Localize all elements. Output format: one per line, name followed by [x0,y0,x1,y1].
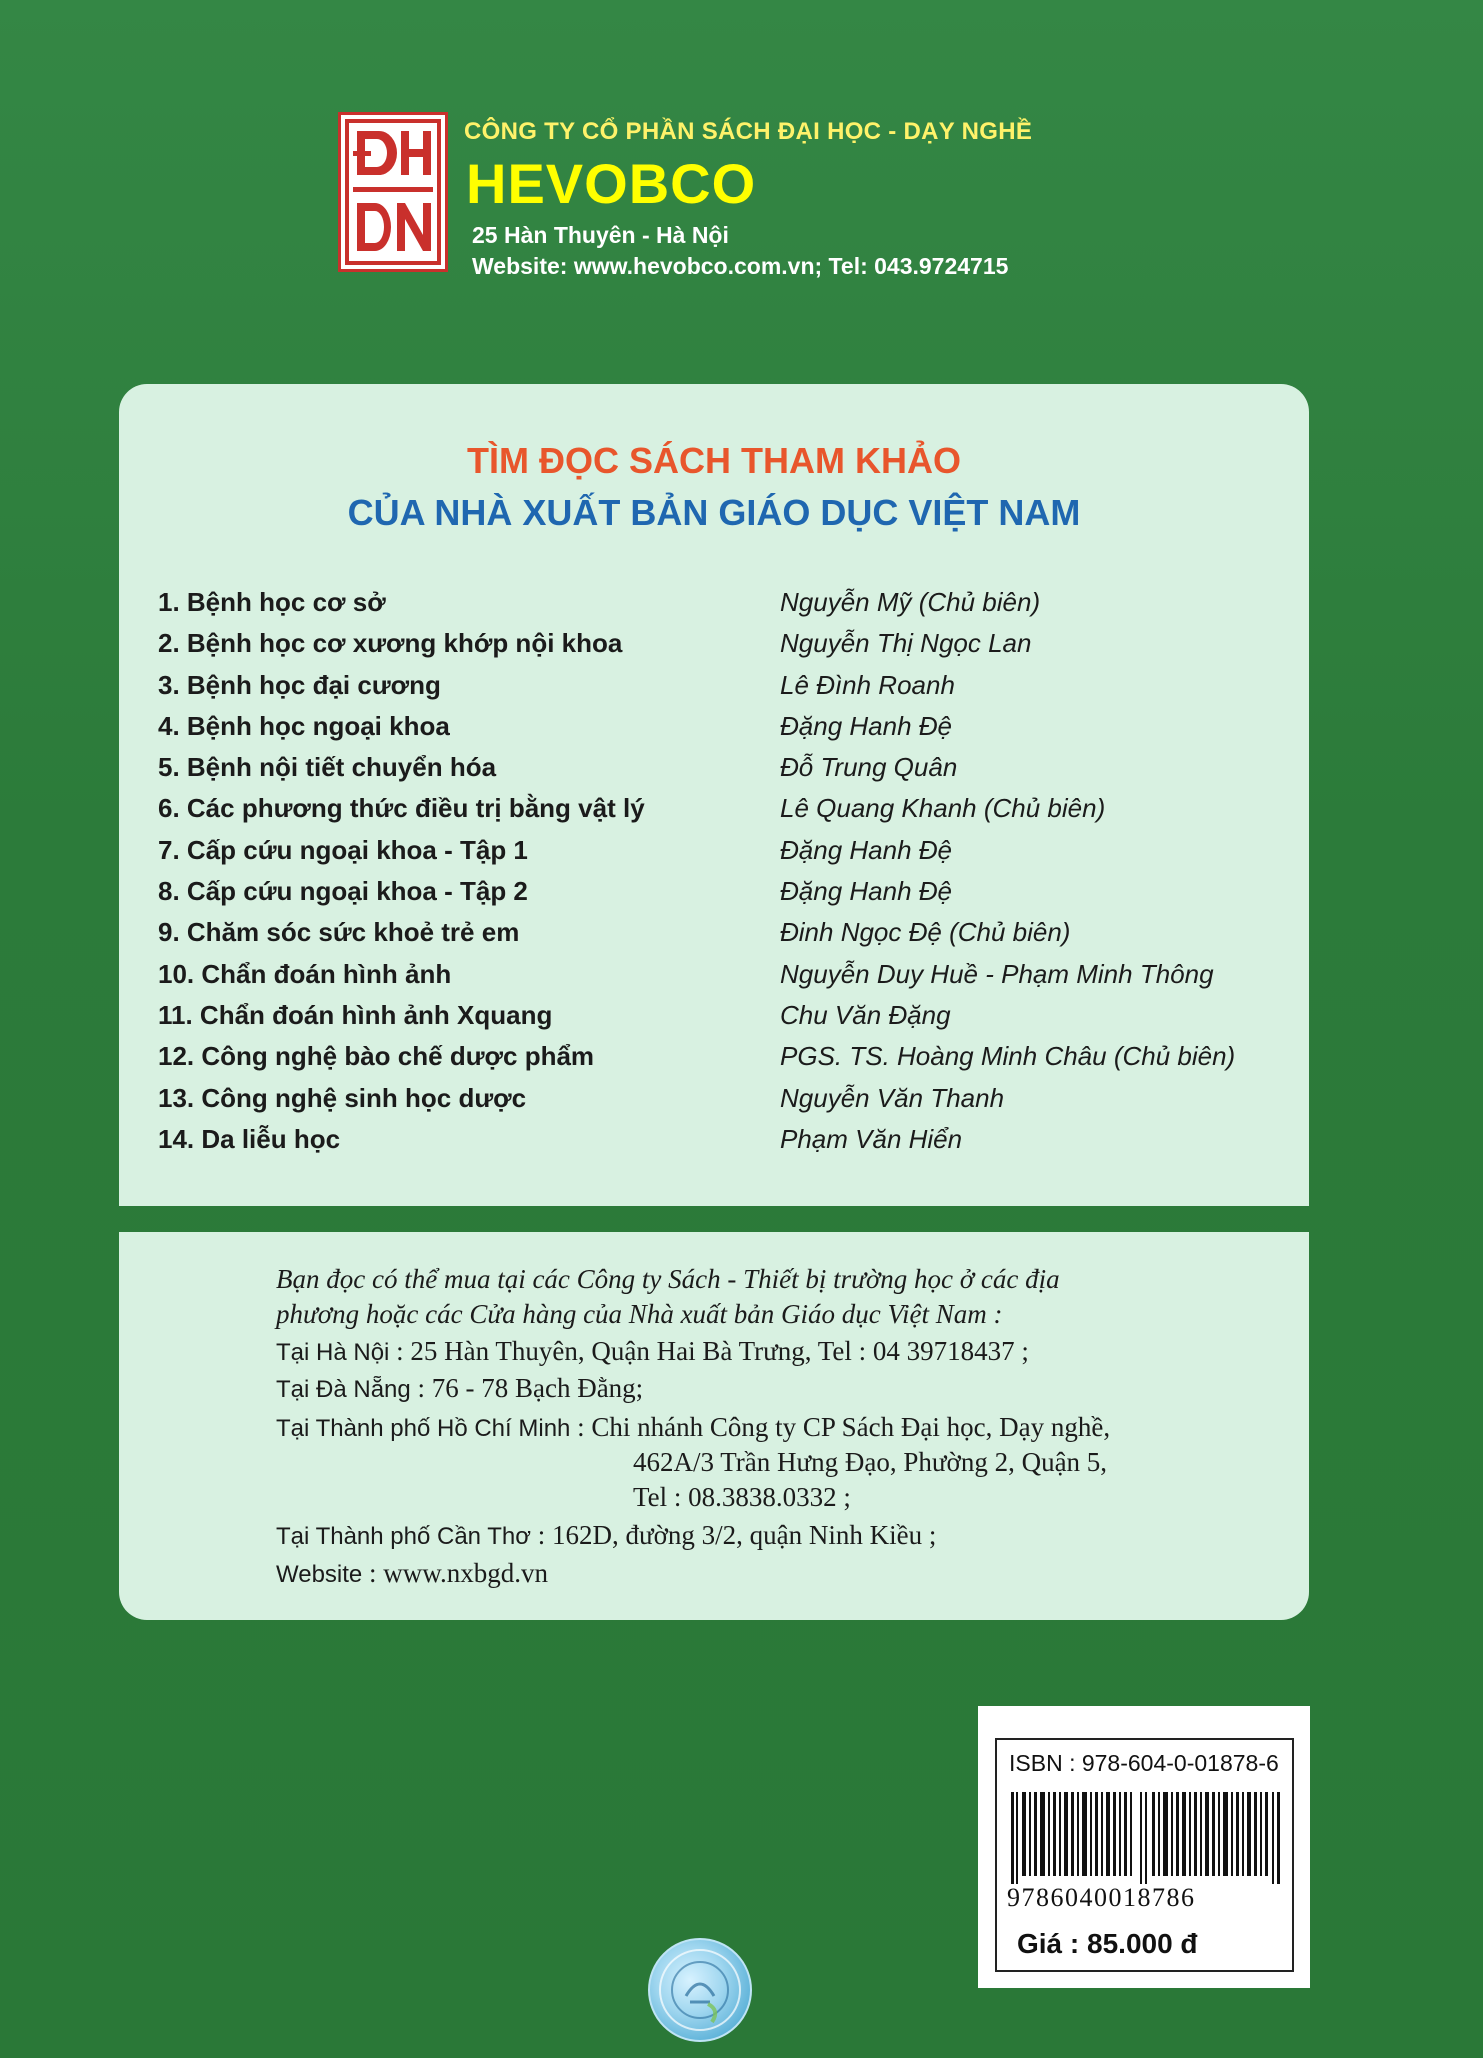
store-hcm-tel: Tel : 08.3838.0332 ; [633,1482,851,1512]
store-cantho [276,1520,936,1551]
book-title: 9. Chăm sóc sức khoẻ trẻ em [158,917,520,948]
book-list-item [158,752,1298,793]
store-hcm-label: Tại Thành phố Hồ Chí Minh [276,1415,571,1442]
store-hanoi-value: : 25 Hàn Thuyên, Quận Hai Bà Trưng, Tel : 04 39718437 ; [396,1336,1029,1366]
book-title: 6. Các phương thức điều trị bằng vật lý [158,793,645,824]
book-title: 1. Bệnh học cơ sở [158,587,386,617]
book-author: Đỗ Trung Quân [780,752,958,783]
publisher-contact: Website: www.hevobco.com.vn; Tel: 043.9724715 [472,253,1009,279]
barcode-digits: 9786040018786 [1007,1883,1196,1912]
isbn-frame [995,1738,1294,1972]
isbn-number: ISBN : 978-604-0-01878-6 [1009,1750,1279,1776]
book-list-item [158,1000,1298,1041]
store-website-label: Website [276,1561,363,1588]
store-danang [276,1373,643,1404]
book-title: 11. Chẩn đoán hình ảnh Xquang [158,999,553,1030]
book-author: Nguyễn Mỹ (Chủ biên) [780,587,1041,617]
book-list-item [158,587,1298,628]
barcode-icon [1009,1792,1281,1884]
store-website [276,1558,548,1589]
store-danang-value: : 76 - 78 Bạch Đằng; [417,1373,644,1403]
publisher-name: HEVOBCO [466,152,757,215]
purchase-intro-line-1: Bạn đọc có thể mua tại các Công ty Sách - Thiết bị trường học ở các địa [276,1264,1060,1294]
store-hcm-value-1: : Chi nhánh Công ty CP Sách Đại học, Dạy nghề, [577,1412,1111,1442]
reference-books-panel [119,384,1309,1206]
store-cantho-label: Tại Thành phố Cần Thơ [276,1523,532,1550]
book-list-item [158,959,1298,1000]
book-list-item [158,835,1298,876]
book-author: Lê Quang Khanh (Chủ biên) [780,793,1106,824]
publisher-company: CÔNG TY CỔ PHẦN SÁCH ĐẠI HỌC - DẠY NGHỀ [464,118,1033,145]
book-list-item [158,1124,1298,1165]
book-title: 13. Công nghệ sinh học dược [158,1082,527,1113]
price-label: Giá : 85.000 đ [1017,1928,1198,1959]
book-author: Nguyễn Thị Ngọc Lan [780,628,1032,659]
store-cantho-value: : 162D, đường 3/2, quận Ninh Kiều ; [537,1520,937,1550]
hologram-stamp [648,1938,752,2042]
book-list-item [158,670,1298,711]
book-list-item [158,1041,1298,1082]
book-title: 4. Bệnh học ngoại khoa [158,710,450,741]
book-title: 14. Da liễu học [158,1123,341,1154]
book-author: PGS. TS. Hoàng Minh Châu (Chủ biên) [780,1041,1236,1072]
books-panel-title: TÌM ĐỌC SÁCH THAM KHẢO [467,440,961,481]
book-title: 7. Cấp cứu ngoại khoa - Tập 1 [158,834,528,865]
purchase-intro-line-2: phương hoặc các Cửa hàng của Nhà xuất bản Giáo dục Việt Nam : [276,1299,1003,1329]
book-list [158,587,1298,1165]
book-title: 3. Bệnh học đại cương [158,669,441,700]
book-title: 2. Bệnh học cơ xương khớp nội khoa [158,628,623,659]
book-author: Đinh Ngọc Đệ (Chủ biên) [780,917,1071,948]
book-list-item [158,793,1298,834]
book-title: 10. Chẩn đoán hình ảnh [158,958,452,989]
book-author: Đặng Hanh Đệ [780,710,952,741]
purchase-info-panel [119,1232,1309,1620]
book-title: 8. Cấp cứu ngoại khoa - Tập 2 [158,876,528,907]
store-hcm-address: 462A/3 Trần Hưng Đạo, Phường 2, Quận 5, [633,1447,1108,1477]
publisher-logo [338,112,448,272]
store-danang-label: Tại Đà Nẵng [276,1376,411,1403]
book-author: Nguyễn Văn Thanh [780,1082,1005,1113]
book-author: Chu Văn Đặng [780,999,951,1030]
book-author: Phạm Văn Hiển [780,1123,963,1154]
book-title: 5. Bệnh nội tiết chuyển hóa [158,752,497,783]
book-author: Đặng Hanh Đệ [780,876,952,907]
publisher-logo-mark-icon [341,115,445,269]
hologram-seal-icon [650,1940,750,2040]
book-list-item [158,917,1298,958]
book-author: Đặng Hanh Đệ [780,834,952,865]
book-author: Lê Đình Roanh [780,669,955,700]
book-list-item [158,1083,1298,1124]
store-hanoi-label: Tại Hà Nội [276,1339,390,1366]
book-list-item [158,628,1298,669]
isbn-box [978,1706,1310,1988]
book-list-item [158,711,1298,752]
book-title: 12. Công nghệ bào chế dược phẩm [158,1041,595,1072]
books-panel-subtitle: CỦA NHÀ XUẤT BẢN GIÁO DỤC VIỆT NAM [347,492,1081,533]
store-website-value: : www.nxbgd.vn [369,1558,549,1588]
store-hanoi [276,1336,1029,1367]
book-list-item [158,876,1298,917]
publisher-address: 25 Hàn Thuyên - Hà Nội [472,222,729,248]
book-author: Nguyễn Duy Huề - Phạm Minh Thông [780,958,1214,989]
store-hcm [276,1412,1110,1443]
